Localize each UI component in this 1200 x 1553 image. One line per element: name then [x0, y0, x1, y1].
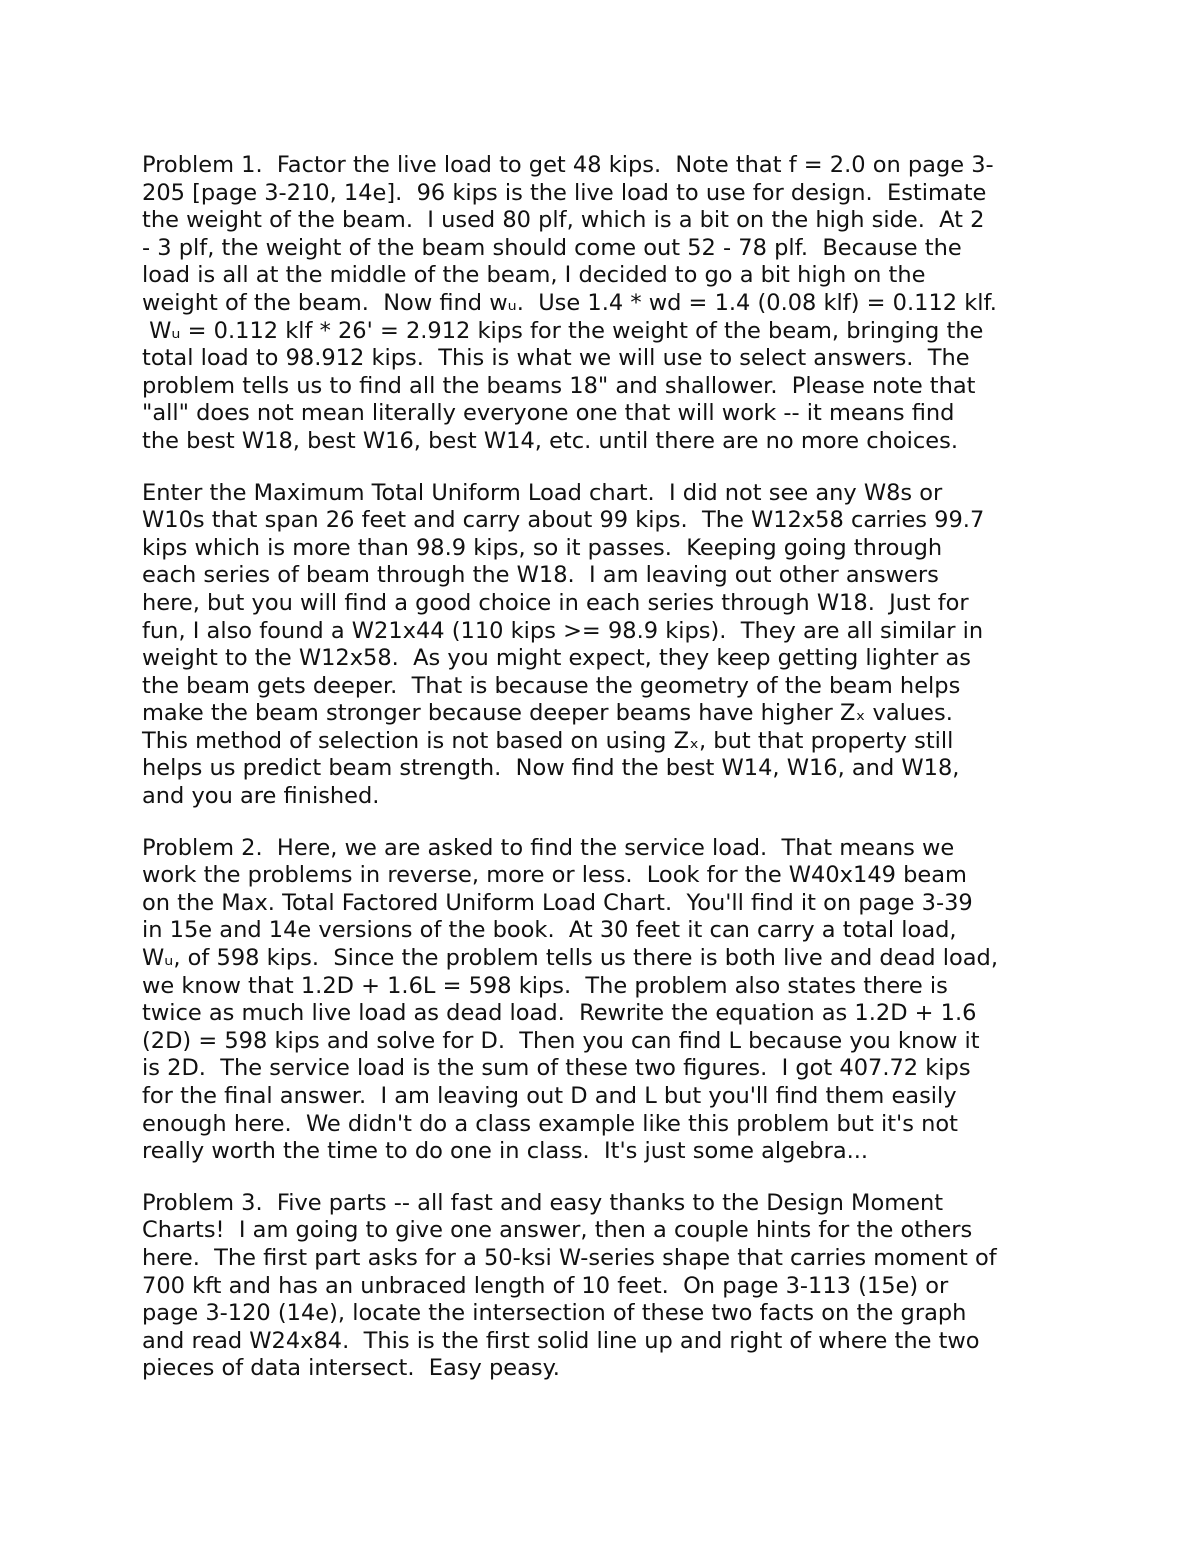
text-line: load is all at the middle of the beam, I decided to go a bit high on the	[142, 262, 926, 289]
text-line: Wᵤ = 0.112 klf * 26' = 2.912 kips for the weight of the beam, bringing the	[142, 317, 984, 344]
text-line: make the beam stronger because deeper beams have higher Zₓ values.	[142, 700, 953, 727]
text-line: total load to 98.912 kips. This is what we will use to select answers. The	[142, 345, 970, 372]
text-line: Problem 2. Here, we are asked to find the service load. That means we	[142, 834, 955, 861]
text-line: 205 [page 3-210, 14e]. 96 kips is the live load to use for design. Estimate	[142, 179, 987, 206]
text-line: each series of beam through the W18. I am leaving out other answers	[142, 562, 939, 589]
text-line: weight of the beam. Now find wᵤ. Use 1.4 * wd = 1.4 (0.08 klf) = 0.112 klf.	[142, 289, 997, 316]
text-line: fun, I also found a W21x44 (110 kips >= 98.9 kips). They are all similar in	[142, 617, 984, 644]
text-line: (2D) = 598 kips and solve for D. Then you can find L because you know it	[142, 1027, 980, 1054]
text-line: weight to the W12x58. As you might expect, they keep getting lighter as	[142, 645, 972, 672]
text-line: kips which is more than 98.9 kips, so it passes. Keeping going through	[142, 534, 943, 561]
text-line: here. The first part asks for a 50-ksi W-series shape that carries moment of	[142, 1244, 997, 1271]
paragraph-problem-1	[142, 152, 1072, 456]
text-line: the best W18, best W16, best W14, etc. until there are no more choices.	[142, 427, 958, 454]
text-line: problem tells us to find all the beams 18" and shallower. Please note that	[142, 372, 976, 399]
text-line: "all" does not mean literally everyone one that will work -- it means find	[142, 400, 955, 427]
text-line: This method of selection is not based on using Zₓ, but that property still	[142, 727, 954, 754]
text-line: W10s that span 26 feet and carry about 99 kips. The W12x58 carries 99.7	[142, 507, 985, 534]
text-line: in 15e and 14e versions of the book. At 30 feet it can carry a total load,	[142, 917, 957, 944]
text-line: Problem 3. Five parts -- all fast and easy thanks to the Design Moment	[142, 1189, 944, 1216]
text-line: the beam gets deeper. That is because the geometry of the beam helps	[142, 672, 961, 699]
text-line: here, but you will find a good choice in each series through W18. Just for	[142, 589, 969, 616]
text-line: work the problems in reverse, more or less. Look for the W40x149 beam	[142, 862, 967, 889]
text-line: the weight of the beam. I used 80 plf, which is a bit on the high side. At 2	[142, 207, 985, 234]
text-line: - 3 plf, the weight of the beam should come out 52 - 78 plf. Because the	[142, 234, 962, 261]
text-line: and read W24x84. This is the first solid line up and right of where the two	[142, 1327, 980, 1354]
text-line: helps us predict beam strength. Now find the best W14, W16, and W18,	[142, 755, 960, 782]
text-line: is 2D. The service load is the sum of these two figures. I got 407.72 kips	[142, 1055, 971, 1082]
paragraph-problem-3	[142, 1190, 1072, 1383]
text-line: Problem 1. Factor the live load to get 48 kips. Note that f = 2.0 on page 3-	[142, 152, 994, 178]
text-line: page 3-120 (14e), locate the intersection of these two facts on the graph	[142, 1300, 967, 1327]
document-body	[142, 152, 1072, 1407]
text-line: on the Max. Total Factored Uniform Load Chart. You'll find it on page 3-39	[142, 889, 973, 916]
text-line: Enter the Maximum Total Uniform Load chart. I did not see any W8s or	[142, 479, 943, 506]
paragraph-uniform-load-chart	[142, 480, 1072, 811]
text-line: enough here. We didn't do a class example like this problem but it's not	[142, 1110, 958, 1137]
text-line: pieces of data intersect. Easy peasy.	[142, 1355, 560, 1382]
text-line: really worth the time to do one in class. It's just some algebra...	[142, 1138, 869, 1165]
text-line: twice as much live load as dead load. Rewrite the equation as 1.2D + 1.6	[142, 1000, 977, 1027]
text-line: we know that 1.2D + 1.6L = 598 kips. The problem also states there is	[142, 972, 948, 999]
text-line: for the final answer. I am leaving out D and L but you'll find them easily	[142, 1083, 957, 1109]
paragraph-problem-2	[142, 835, 1072, 1166]
text-line: Charts! I am going to give one answer, then a couple hints for the others	[142, 1217, 973, 1244]
text-line: and you are finished.	[142, 783, 380, 810]
text-line: Wᵤ, of 598 kips. Since the problem tells us there is both live and dead load,	[142, 945, 998, 972]
text-line: 700 kft and has an unbraced length of 10 feet. On page 3-113 (15e) or	[142, 1272, 949, 1299]
